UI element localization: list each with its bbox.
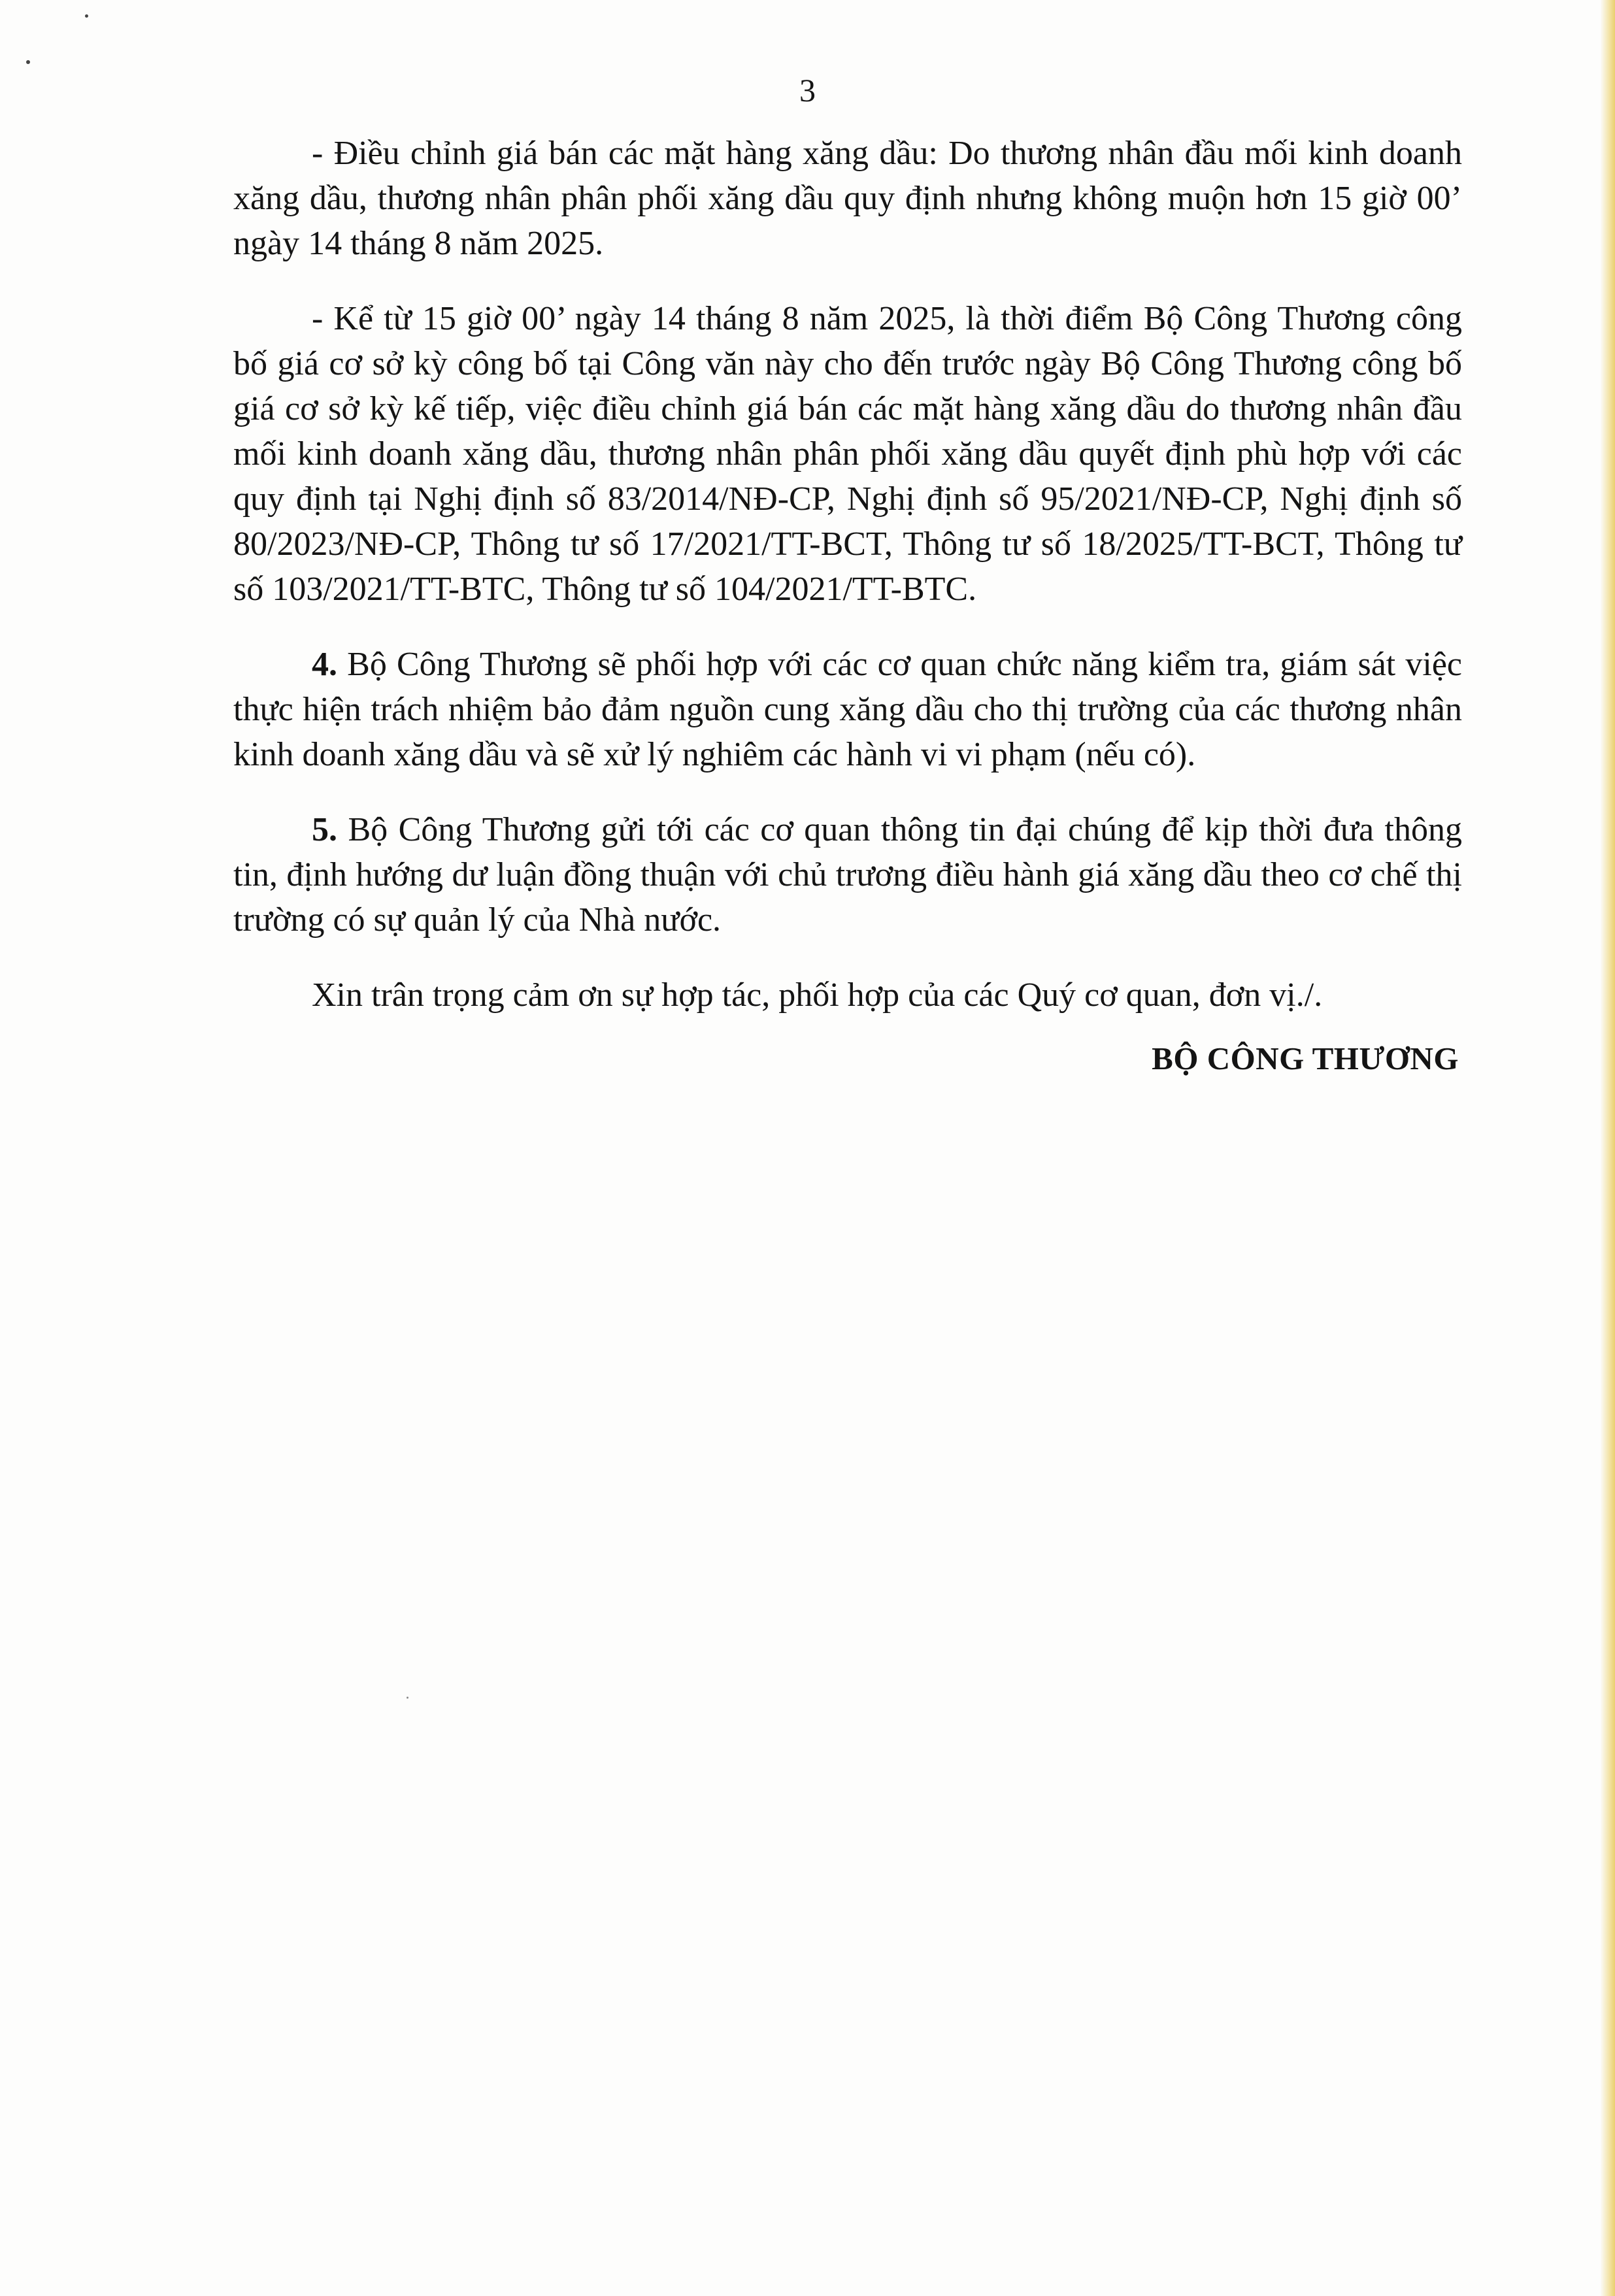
document-body bbox=[233, 131, 1462, 1080]
page-number: 3 bbox=[799, 72, 816, 108]
paragraph-item-5 bbox=[233, 807, 1462, 942]
closing-line: Xin trân trọng cảm ơn sự hợp tác, phối hợp của các Quý cơ quan, đơn vị./. bbox=[312, 976, 1323, 1014]
page-edge-shadow bbox=[1601, 0, 1615, 2296]
scan-speck bbox=[407, 1697, 408, 1699]
paragraph-number: 4. bbox=[312, 646, 337, 683]
paragraph-text: Bộ Công Thương gửi tới các cơ quan thông tin đại chúng để kịp thời đưa thông tin, định hướng dư luận đồng thuận với chủ trương điều hành giá xăng dầu theo cơ chế thị trường có sự quản lý của Nhà nước. bbox=[233, 811, 1462, 939]
paragraph-price-adjustment bbox=[233, 131, 1462, 266]
signature-block: BỘ CÔNG THƯƠNG bbox=[1152, 1040, 1459, 1076]
scan-speck bbox=[26, 60, 30, 64]
scan-speck bbox=[85, 14, 88, 18]
paragraph-text: - Điều chỉnh giá bán các mặt hàng xăng dầu: Do thương nhân đầu mối kinh doanh xăng dầu, thương nhân phân phối xăng dầu quy định nhưng không muộn hơn 15 giờ 00’ ngày 14 tháng 8 năm 2025. bbox=[233, 135, 1462, 262]
paragraph-number: 5. bbox=[312, 811, 337, 848]
paragraph-text: Bộ Công Thương sẽ phối hợp với các cơ quan chức năng kiểm tra, giám sát việc thực hiện trách nhiệm bảo đảm nguồn cung xăng dầu cho thị trường của các thương nhân kinh doanh xăng dầu và sẽ xử lý nghiêm các hành vi vi phạm (nếu có). bbox=[233, 646, 1462, 773]
paragraph-text: - Kể từ 15 giờ 00’ ngày 14 tháng 8 năm 2025, là thời điểm Bộ Công Thương công bố giá cơ sở kỳ công bố tại Công văn này cho đến trước ngày Bộ Công Thương công bố giá cơ sở kỳ kế tiếp, việc điều chỉnh giá bán các mặt hàng xăng dầu do thương nhân đầu mối kinh doanh xăng dầu, thương nhân phân phối xăng dầu quyết định phù hợp với các quy định tại Nghị định số 83/2014/NĐ-CP, Nghị định số 95/2021/NĐ-CP, Nghị định số 80/2023/NĐ-CP, Thông tư số 17/2021/TT-BCT, Thông tư số 18/2025/TT-BCT, Thông tư số 103/2021/TT-BTC, Thông tư số 104/2021/TT-BTC. bbox=[233, 300, 1462, 608]
paragraph-effective-time bbox=[233, 296, 1462, 612]
paragraph-item-4 bbox=[233, 642, 1462, 777]
